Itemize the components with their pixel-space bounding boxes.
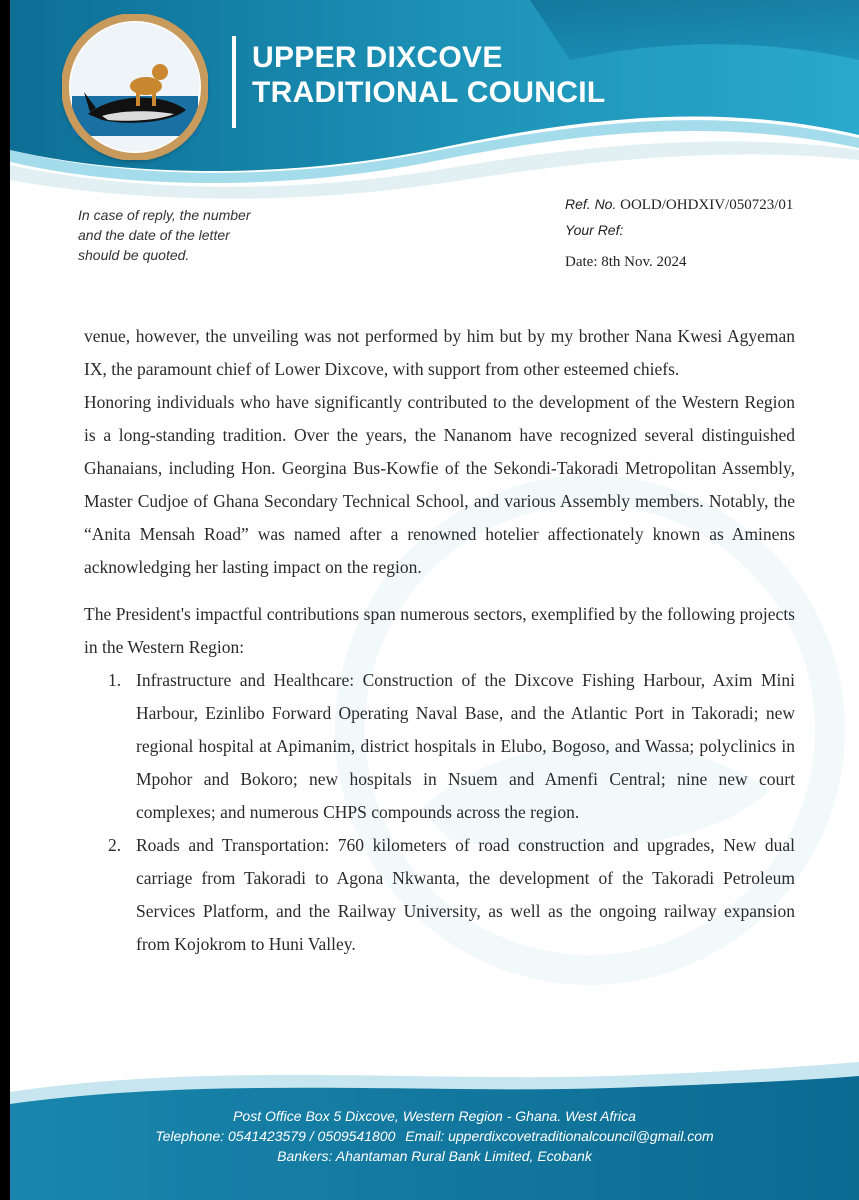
- footer-contact: [10, 1106, 859, 1166]
- footer-address: Post Office Box 5 Dixcove, Western Region - Ghana. West Africa: [233, 1108, 636, 1124]
- letter-date: Date: 8th Nov. 2024: [565, 254, 687, 270]
- reply-note-line-2: and the date of the letter: [78, 227, 230, 243]
- header-divider: [232, 36, 236, 128]
- body-paragraph-2: Honoring individuals who have significantly contributed to the development of the Western Region is a long-standing tradition. Over the years, the Nananom have recognized several distinguished Ghanaians, including Hon. Georgina Bus-Kowfie of the Sekondi-Takoradi Metropolitan Assembly, Master Cudjoe of Ghana Secondary Technical School, and various Assembly members. Notably, the “Anita Mensah Road” was named after a renowned hotelier affectionately known as Aminens acknowledging her lasting impact on the region.: [84, 392, 795, 577]
- your-ref-label: Your Ref:: [565, 222, 624, 238]
- project-item: [84, 829, 795, 961]
- council-seal-logo: [62, 14, 208, 160]
- footer-contact-row: [10, 1126, 859, 1146]
- body-paragraph-1: venue, however, the unveiling was not performed by him but by my brother Nana Kwesi Agyeman IX, the paramount chief of Lower Dixcove, with support from other esteemed chiefs.: [84, 326, 795, 379]
- reply-note-line-3: should be quoted.: [78, 247, 190, 263]
- body-paragraph-3: The President's impactful contributions span numerous sectors, exemplified by the following projects in the Western Region:: [84, 604, 795, 657]
- footer-email[interactable]: Email: upperdixcovetraditionalcouncil@gmail.com: [405, 1128, 714, 1144]
- project-number: 1.: [108, 670, 122, 690]
- ref-no-label: Ref. No.: [565, 196, 617, 212]
- project-text: Infrastructure and Healthcare: Construction of the Dixcove Fishing Harbour, Axim Mini Harbour, Ezinlibo Forward Operating Naval Base, and the Atlantic Port in Takoradi; new regional hospital at Apimanim, district hospitals in Elubo, Bogoso, and Wassa; polyclinics in Mpohor and Bokoro; new hospitals in Nsuem and Amenfi Central; nine new court complexes; and numerous CHPS compounds across the region.: [136, 670, 795, 822]
- letter-body: [84, 320, 795, 961]
- reply-note-line-1: In case of reply, the number: [78, 207, 251, 223]
- footer-bankers: Bankers: Ahantaman Rural Bank Limited, Ecobank: [277, 1148, 592, 1164]
- project-number: 2.: [108, 835, 122, 855]
- project-item: [84, 664, 795, 829]
- council-name-line-1: UPPER DIXCOVE: [252, 41, 503, 74]
- your-ref-row: [565, 222, 855, 248]
- left-frame-edge: [0, 0, 10, 1200]
- footer-telephone: Telephone: 0541423579 / 0509541800: [155, 1128, 396, 1144]
- projects-list: [84, 664, 795, 961]
- council-name-line-2: TRADITIONAL COUNCIL: [252, 76, 606, 109]
- reference-block: [565, 196, 855, 280]
- ref-no-row: [565, 196, 855, 222]
- ref-no-value: OOLD/OHDXIV/050723/01: [620, 197, 794, 213]
- reply-instruction-note: [78, 205, 318, 265]
- council-name: [252, 40, 605, 110]
- project-text: Roads and Transportation: 760 kilometers of road construction and upgrades, New dual carriage from Takoradi to Agona Nkwanta, the development of the Takoradi Petroleum Services Platform, and the Railway University, as well as the ongoing railway expansion from Kojokrom to Huni Valley.: [136, 835, 795, 954]
